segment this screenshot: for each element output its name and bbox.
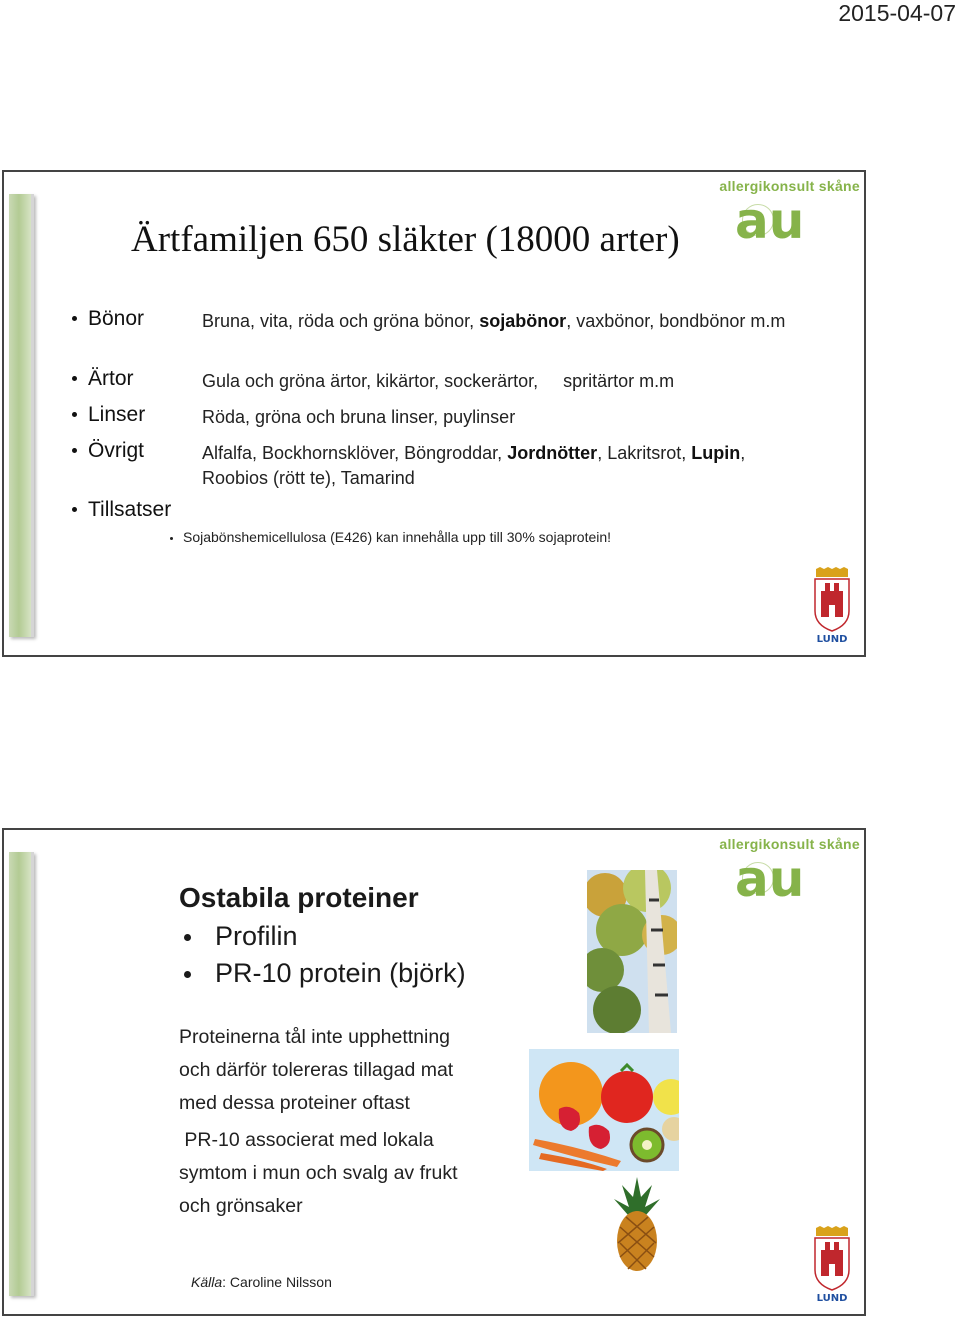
logo-mark: au (735, 192, 805, 250)
bullet-icon (72, 412, 77, 417)
additives-note-text: Sojabönshemicellulosa (E426) kan innehålla upp till 30% sojaprotein! (183, 529, 612, 545)
logo-mark: au (735, 850, 805, 908)
bullet-icon (184, 971, 191, 978)
pineapple-image (612, 1177, 662, 1272)
bullet-icon (72, 316, 77, 321)
birch-tree-image (587, 870, 677, 1033)
slide-2 (2, 828, 866, 1316)
crest-label: LUND (816, 1293, 848, 1304)
bold-text: Jordnötter (507, 443, 598, 463)
bullet-icon (184, 934, 191, 941)
allergikonsult-logo (702, 174, 862, 250)
bullet-text: Profilin (215, 921, 298, 951)
lund-crest-icon (812, 1226, 852, 1304)
source-label: Källa (191, 1274, 223, 1290)
sub-bullet-icon (170, 537, 173, 540)
text-run: , vaxbönor, bondbönor m.m (566, 311, 786, 331)
row-description (202, 369, 802, 394)
text-run: , Roobios (rött te), Tamarind (202, 443, 746, 488)
row-term: Tillsatser (88, 498, 172, 521)
paragraph-line: PR-10 associerat med lokala (179, 1129, 434, 1151)
slide-1 (2, 170, 866, 657)
allergikonsult-logo (702, 832, 862, 908)
paragraph-line: med dessa proteiner oftast (179, 1092, 410, 1114)
row-description (202, 441, 762, 491)
side-bar-decoration (9, 194, 34, 637)
paragraph-line: och grönsaker (179, 1195, 303, 1217)
slide-image-content (179, 860, 684, 1280)
page-date: 2015-04-07 (838, 0, 956, 26)
text-run: Alfalfa, Bockhornsklöver, Böngroddar, (202, 443, 508, 463)
row-term: Bönor (88, 307, 145, 330)
logo-brand-text: allergikonsult skåne (719, 178, 860, 194)
row-description (202, 309, 802, 334)
paragraph-line: och därför tolereras tillagad mat (179, 1059, 454, 1081)
bold-text: sojabönor (479, 311, 567, 331)
bullet-icon (72, 507, 77, 512)
text-run: Bruna, vita, röda och gröna bönor, (202, 311, 480, 331)
text-run: Röda, gröna och bruna linser, puylinser (202, 407, 516, 427)
logo-brand-text: allergikonsult skåne (719, 836, 860, 852)
bold-text: Lupin (691, 443, 741, 463)
fruit-vegetable-image (529, 1049, 679, 1171)
bullet-icon (72, 376, 77, 381)
row-term: Ärtor (88, 367, 134, 390)
crest-label: LUND (816, 634, 848, 645)
bullet-item (179, 958, 466, 989)
bullet-icon (72, 448, 77, 453)
text-run: Gula och gröna ärtor, kikärtor, sockerärtor, spritärtor m.m (202, 371, 675, 391)
side-bar-decoration (9, 852, 34, 1296)
lund-crest-icon (812, 567, 852, 645)
text-run: , Lakritsrot, (597, 443, 692, 463)
paragraph-line: Proteinerna tål inte upphettning (179, 1026, 451, 1048)
source-credit (191, 1274, 332, 1290)
slide-title: Ostabila proteiner (179, 882, 419, 913)
row-term: Övrigt (88, 439, 145, 462)
bullet-item (179, 921, 298, 952)
row-description (202, 405, 802, 430)
row-term: Linser (88, 403, 146, 426)
source-name: : Caroline Nilsson (222, 1274, 332, 1290)
additives-note (170, 529, 611, 545)
paragraph-line: symtom i mun och svalg av frukt (179, 1162, 458, 1184)
slide-title: Ärtfamiljen 650 släkter (18000 arter) (131, 219, 680, 260)
bullet-text: PR-10 protein (björk) (215, 958, 466, 988)
